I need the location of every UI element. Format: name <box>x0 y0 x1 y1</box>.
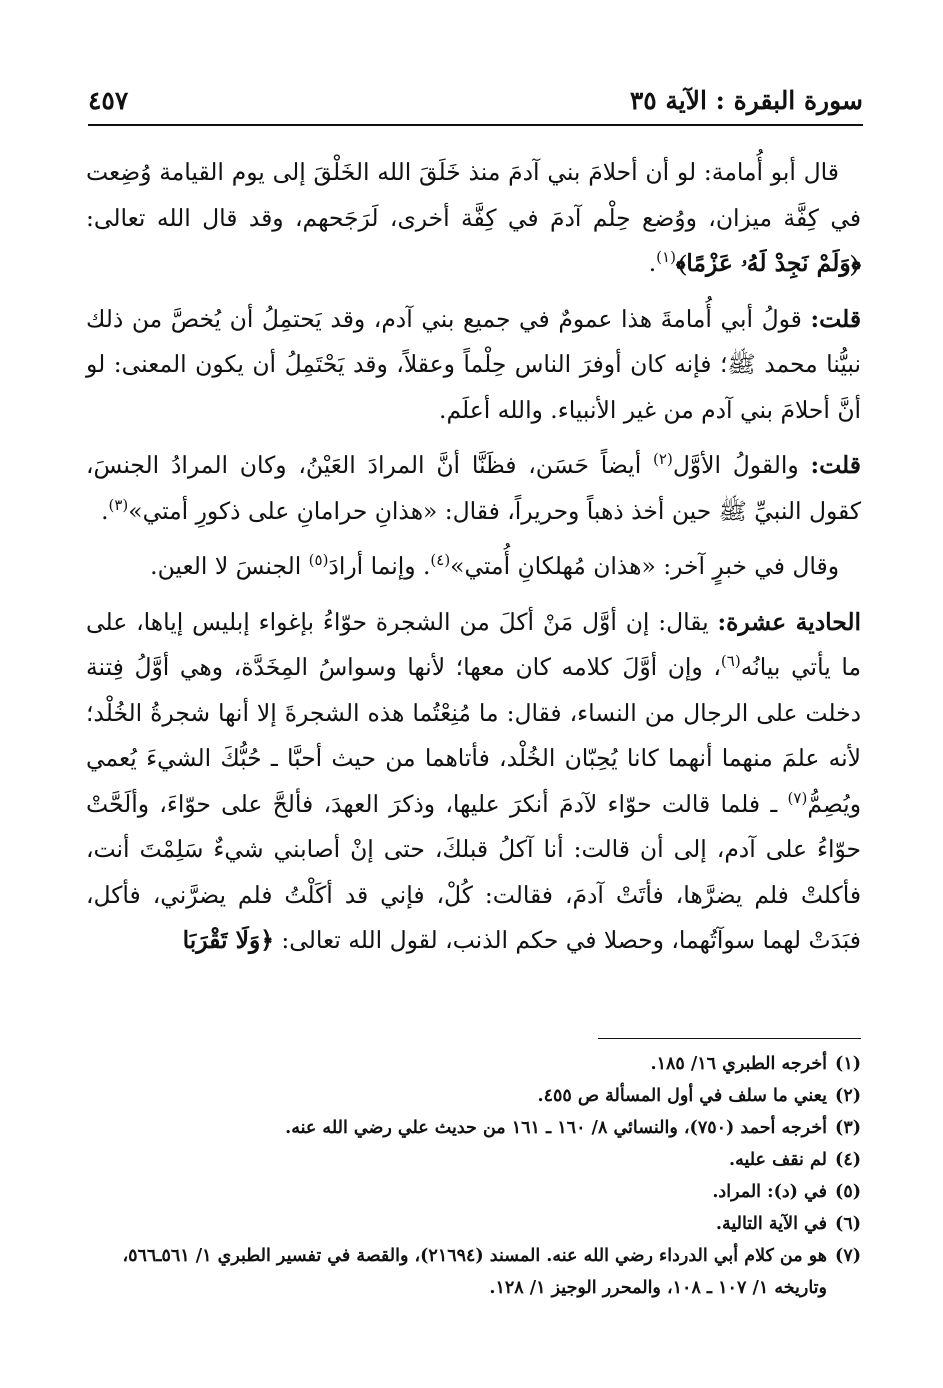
footnote <box>86 1176 861 1208</box>
paragraph-4-text: . وإنما أرادَ <box>328 552 431 580</box>
footnote-number: (٦) <box>835 1214 861 1234</box>
footnote-text: أخرجه أحمد (٧٥٠)، والنسائي ٨/ ١٦٠ ـ ١٦١ من حديث علي رضي الله عنه. <box>285 1118 827 1138</box>
footnote <box>86 1112 861 1144</box>
paragraph-4 <box>86 544 861 590</box>
footnote-number: (٣) <box>835 1118 861 1138</box>
main-text <box>86 150 861 1030</box>
footnote-number: (٢) <box>835 1086 861 1106</box>
footnote-text: هو من كلام أبي الدرداء رضي الله عنه. المسند (٢١٦٩٤)، والقصة في تفسير الطبري ١/ ٥٦١ـ٥٦٦، وتاريخه ١/ ١٠٧ ـ ١٠٨، والمحرر الوجيز ١/ ١٢٨. <box>122 1246 827 1298</box>
paragraph-3 <box>86 443 861 534</box>
paragraph-3-text: أيضاً حَسَن، فظَنَّا أنَّ المرادَ العَيْنُ، وكان المرادُ الجنسَ، كقول النبيِّ ﷺ حين أخذ ذهباً وحريراً، فقال: «هذانِ حرامانِ على ذكورِ أمتي» <box>86 451 861 525</box>
paragraph-1 <box>86 150 861 287</box>
footnote-number: (٥) <box>835 1182 861 1202</box>
footnote-text: يعني ما سلف في أول المسألة ص ٤٥٥. <box>537 1086 827 1106</box>
footnote <box>86 1240 861 1304</box>
paragraph-4-text: وقال في خبرٍ آخر: «هذان مُهلكانِ أُمتي» <box>450 552 839 580</box>
quran-quote: ﴿وَلَا تَقْرَبَا <box>182 926 274 954</box>
footnote <box>86 1208 861 1240</box>
footnote-ref: (٦) <box>720 652 741 671</box>
footnote-number: (٤) <box>835 1150 861 1170</box>
paragraph-5-text: ـ فلما قالت حوّاء لآدمَ أنكرَ عليها، وذكرَ العهدَ، فألحَّ على حوّاءَ، وألَحَّتْ حوّاءُ على آدم، إلى أن قالت: أنا آكلُ قبلكَ، حتى إنْ أصابني شيءٌ سَلِمْتَ أنت، فأكلتْ فلم يضرَّها، فأتَتْ آدمَ، فقالت: كُلْ، فإني قد أكَلْتُ فلم يضرَّني، فأكل، فبَدَتْ لهما سوآتُهما، وحصلا في حكم الذنب، لقول الله تعالى: <box>86 789 861 954</box>
footnote <box>86 1048 861 1080</box>
footnote-text: في الآية التالية. <box>715 1214 827 1234</box>
footnote <box>86 1080 861 1112</box>
paragraph-5-text: ، وإن أوَّلَ كلامه كان معها؛ لأنها وسواسُ المِخَدَّة، وهي أوَّلُ فِتنة دخلت على الرجال من النساء، فقال: ما مُنِعْتُما هذه الشجرةَ إلا أنها شجرةُ الخُلْد؛ لأنه علمَ منهما أنهما كانا يُحِبّان الخُلْد، فأتاهما من حيث أحبَّا ـ حُبُّكَ الشيءَ يُعمي ويُصِمُّ <box>86 653 861 818</box>
paragraph-3-end: . <box>101 496 109 525</box>
footnote-divider <box>598 1038 861 1039</box>
paragraph-5-text: يقال: إن أوَّل مَنْ أكلَ من الشجرة حوّاءُ بإغواء إبليس إياها، على ما يأتي بيانُه <box>86 607 861 681</box>
running-title: سورة البقرة : الآية ٣٥ <box>629 86 863 115</box>
footnote-text: أخرجه الطبري ١٦/ ١٨٥. <box>650 1054 827 1074</box>
footnote-ref: (٢) <box>653 450 673 469</box>
qultu-label: قلت: <box>810 451 861 479</box>
footnote-text: في (د): المراد. <box>712 1182 827 1202</box>
paragraph-4-text: الجنسَ لا العين. <box>150 552 309 580</box>
page-header <box>88 78 863 126</box>
page-number: ٤٥٧ <box>88 86 129 115</box>
footnote-ref: (١) <box>656 248 676 267</box>
issue-eleven-label: الحادية عشرة: <box>717 607 861 636</box>
footnote-number: (١) <box>835 1054 861 1074</box>
paragraph-1-text: قال أبو أُمامة: لو أن أحلامَ بني آدمَ منذ خَلَقَ الله الخَلْقَ إلى يوم القيامة وُضِعت في كِفَّة ميزان، ووُضع حِلْم آدمَ في كِفَّة أخرى، لَرَجَحهم، وقد قال الله تعالى: <box>86 158 861 232</box>
quran-quote: ﴿وَلَمْ نَجِدْ لَهُۥ عَزْمًا﴾ <box>675 249 861 277</box>
qultu-label: قلت: <box>810 304 861 333</box>
footnote-ref: (٧) <box>787 788 808 807</box>
footnote <box>86 1144 861 1176</box>
footnotes <box>86 1048 861 1304</box>
footnote-ref: (٣) <box>108 495 129 514</box>
paragraph-3-text: والقولُ الأوَّل <box>672 451 811 479</box>
footnote-ref: (٥) <box>308 551 329 570</box>
paragraph-2-text: قولُ أبي أُمامةَ هذا عمومٌ في جميع بني آدم، وقد يَحتمِلُ أن يُخصَّ من ذلك نبيُّنا محمد ﷺ؛ فإنه كان أوفرَ الناس حِلْماً وعقلاً، وقد يَحْتَمِلُ أن يكون المعنى: لو أنَّ أحلامَ بني آدم من غير الأنبياء. والله أعلَم. <box>86 304 861 424</box>
paragraph-2 <box>86 297 861 434</box>
footnote-number: (٧) <box>835 1246 861 1266</box>
footnote-ref: (٤) <box>430 551 451 570</box>
footnote-text: لم نقف عليه. <box>729 1150 827 1170</box>
paragraph-5 <box>86 600 861 964</box>
paragraph-1-end: . <box>648 249 657 277</box>
